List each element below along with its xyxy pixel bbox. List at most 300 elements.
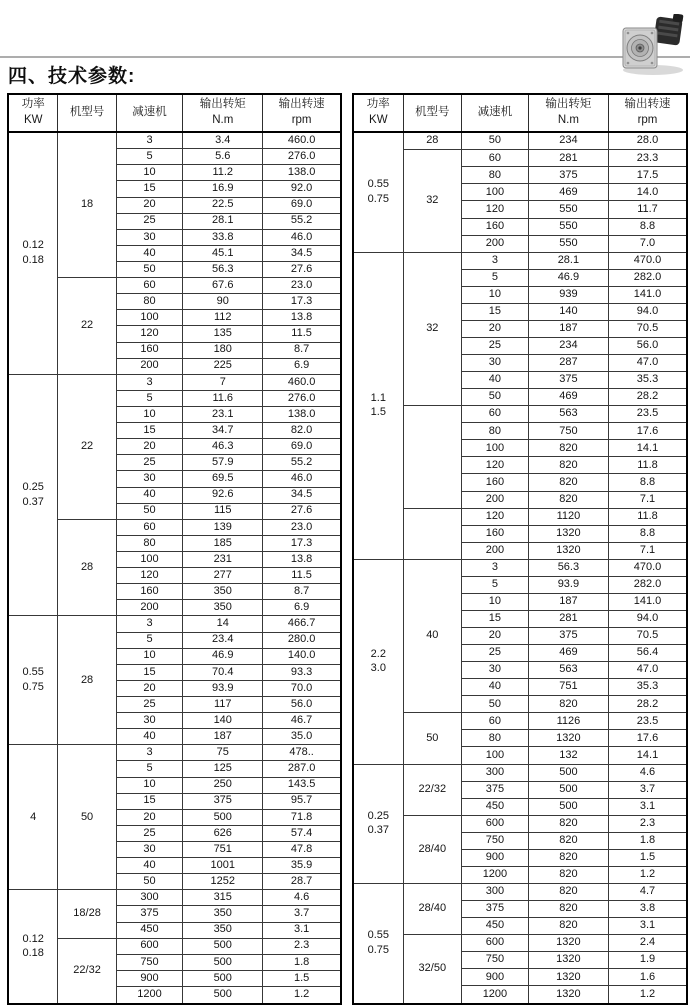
speed-cell: 35.3	[608, 372, 687, 389]
left-parameters-table-container	[7, 93, 342, 1005]
torque-cell: 820	[528, 491, 608, 508]
speed-cell: 17.5	[608, 167, 687, 184]
ratio-cell: 30	[116, 229, 183, 245]
speed-cell: 11.5	[263, 568, 341, 584]
ratio-cell: 375	[462, 901, 529, 918]
model-cell: 22/32	[403, 764, 461, 815]
torque-cell: 187	[528, 593, 608, 610]
speed-cell: 7.1	[608, 491, 687, 508]
torque-cell: 117	[183, 696, 263, 712]
speed-cell: 11.8	[608, 508, 687, 525]
torque-cell: 563	[528, 662, 608, 679]
speed-cell: 17.6	[608, 730, 687, 747]
speed-cell: 28.7	[263, 874, 341, 890]
left-parameters-table	[7, 93, 342, 1005]
torque-cell: 1320	[528, 986, 608, 1004]
speed-cell: 470.0	[608, 252, 687, 269]
ratio-cell: 120	[462, 201, 529, 218]
speed-cell: 3.8	[608, 901, 687, 918]
ratio-cell: 30	[116, 713, 183, 729]
speed-cell: 55.2	[263, 213, 341, 229]
speed-cell: 35.0	[263, 729, 341, 745]
ratio-cell: 20	[462, 320, 529, 337]
torque-cell: 115	[183, 503, 263, 519]
speed-cell: 47.8	[263, 841, 341, 857]
torque-cell: 28.1	[528, 252, 608, 269]
model-cell: 28/40	[403, 815, 461, 883]
torque-cell: 1320	[528, 952, 608, 969]
ratio-cell: 200	[462, 542, 529, 559]
ratio-cell: 40	[462, 679, 529, 696]
torque-cell: 231	[183, 552, 263, 568]
speed-cell: 276.0	[263, 390, 341, 406]
torque-cell: 90	[183, 294, 263, 310]
ratio-cell: 750	[462, 952, 529, 969]
speed-cell: 27.6	[263, 503, 341, 519]
torque-cell: 820	[528, 474, 608, 491]
torque-cell: 67.6	[183, 278, 263, 294]
torque-cell: 820	[528, 901, 608, 918]
power-cell: 0.55 0.75	[353, 132, 403, 252]
speed-cell: 3.7	[263, 906, 341, 922]
ratio-cell: 120	[116, 568, 183, 584]
col-header-torque: 输出转矩 N.m	[183, 94, 263, 132]
ratio-cell: 80	[462, 423, 529, 440]
ratio-cell: 200	[462, 235, 529, 252]
power-cell: 0.25 0.37	[353, 764, 403, 883]
ratio-cell: 10	[116, 407, 183, 423]
torque-cell: 46.9	[183, 648, 263, 664]
power-cell: 0.25 0.37	[8, 374, 58, 616]
torque-cell: 350	[183, 584, 263, 600]
speed-cell: 92.0	[263, 181, 341, 197]
speed-cell: 47.0	[608, 355, 687, 372]
torque-cell: 350	[183, 600, 263, 616]
speed-cell: 2.3	[263, 938, 341, 954]
torque-cell: 820	[528, 457, 608, 474]
ratio-cell: 200	[116, 358, 183, 374]
ratio-cell: 60	[462, 713, 529, 730]
speed-cell: 13.8	[263, 310, 341, 326]
ratio-cell: 1200	[462, 986, 529, 1004]
speed-cell: 93.3	[263, 664, 341, 680]
speed-cell: 282.0	[608, 576, 687, 593]
torque-cell: 14	[183, 616, 263, 632]
col-header-power: 功率 KW	[8, 94, 58, 132]
speed-cell: 8.8	[608, 218, 687, 235]
speed-cell: 1.8	[263, 954, 341, 970]
speed-cell: 56.0	[608, 337, 687, 354]
ratio-cell: 80	[116, 535, 183, 551]
ratio-cell: 25	[462, 645, 529, 662]
ratio-cell: 10	[116, 165, 183, 181]
model-cell: 22/32	[58, 938, 116, 1004]
gear-motor-photo	[615, 14, 687, 78]
torque-cell: 500	[528, 781, 608, 798]
col-header-reducer: 减速机	[462, 94, 529, 132]
ratio-cell: 3	[116, 374, 183, 390]
ratio-cell: 40	[116, 245, 183, 261]
torque-cell: 500	[183, 954, 263, 970]
model-cell	[403, 508, 461, 559]
ratio-cell: 160	[116, 584, 183, 600]
power-cell: 1.1 1.5	[353, 252, 403, 559]
torque-cell: 16.9	[183, 181, 263, 197]
ratio-cell: 300	[462, 883, 529, 900]
torque-cell: 45.1	[183, 245, 263, 261]
speed-cell: 4.6	[263, 890, 341, 906]
torque-cell: 315	[183, 890, 263, 906]
speed-cell: 14.0	[608, 184, 687, 201]
right-parameters-table-container	[352, 93, 688, 1005]
ratio-cell: 160	[462, 218, 529, 235]
motor-body	[653, 14, 683, 46]
torque-cell: 225	[183, 358, 263, 374]
gearbox-body	[623, 28, 657, 68]
torque-cell: 281	[528, 150, 608, 167]
torque-cell: 187	[528, 320, 608, 337]
torque-cell: 1126	[528, 713, 608, 730]
model-cell: 28	[403, 132, 461, 150]
speed-cell: 17.3	[263, 294, 341, 310]
speed-cell: 17.3	[263, 535, 341, 551]
speed-cell: 34.5	[263, 487, 341, 503]
ratio-cell: 5	[462, 269, 529, 286]
model-cell: 50	[58, 745, 116, 890]
ratio-cell: 375	[462, 781, 529, 798]
torque-cell: 469	[528, 389, 608, 406]
speed-cell: 8.8	[608, 525, 687, 542]
torque-cell: 820	[528, 918, 608, 935]
speed-cell: 478..	[263, 745, 341, 761]
speed-cell: 1.2	[608, 866, 687, 883]
speed-cell: 3.1	[608, 798, 687, 815]
torque-cell: 1320	[528, 969, 608, 986]
speed-cell: 6.9	[263, 358, 341, 374]
speed-cell: 94.0	[608, 610, 687, 627]
col-header-reducer: 减速机	[116, 94, 183, 132]
torque-cell: 234	[528, 132, 608, 150]
speed-cell: 23.5	[608, 713, 687, 730]
ratio-cell: 3	[116, 745, 183, 761]
ratio-cell: 40	[116, 729, 183, 745]
torque-cell: 751	[183, 841, 263, 857]
ratio-cell: 15	[116, 664, 183, 680]
ratio-cell: 450	[462, 918, 529, 935]
ratio-cell: 60	[116, 278, 183, 294]
torque-cell: 277	[183, 568, 263, 584]
ratio-cell: 50	[462, 132, 529, 150]
speed-cell: 57.4	[263, 825, 341, 841]
col-header-power: 功率 KW	[353, 94, 403, 132]
ratio-cell: 1200	[462, 866, 529, 883]
horizontal-divider	[0, 56, 690, 58]
ratio-cell: 300	[462, 764, 529, 781]
model-cell: 32	[403, 252, 461, 406]
col-header-model: 机型号	[58, 94, 116, 132]
ratio-cell: 5	[116, 149, 183, 165]
torque-cell: 180	[183, 342, 263, 358]
ratio-cell: 3	[462, 252, 529, 269]
speed-cell: 1.6	[608, 969, 687, 986]
ratio-cell: 160	[462, 474, 529, 491]
speed-cell: 3.1	[608, 918, 687, 935]
torque-cell: 75	[183, 745, 263, 761]
speed-cell: 466.7	[263, 616, 341, 632]
torque-cell: 1320	[528, 935, 608, 952]
ratio-cell: 30	[462, 662, 529, 679]
speed-cell: 1.5	[608, 849, 687, 866]
ratio-cell: 50	[116, 503, 183, 519]
ratio-cell: 750	[116, 954, 183, 970]
speed-cell: 23.3	[608, 150, 687, 167]
ratio-cell: 900	[116, 970, 183, 986]
model-cell: 18/28	[58, 890, 116, 938]
speed-cell: 287.0	[263, 761, 341, 777]
torque-cell: 69.5	[183, 471, 263, 487]
ratio-cell: 100	[462, 184, 529, 201]
torque-cell: 500	[183, 970, 263, 986]
torque-cell: 23.1	[183, 407, 263, 423]
speed-cell: 46.0	[263, 229, 341, 245]
speed-cell: 2.4	[608, 935, 687, 952]
torque-cell: 375	[528, 372, 608, 389]
speed-cell: 280.0	[263, 632, 341, 648]
speed-cell: 47.0	[608, 662, 687, 679]
torque-cell: 92.6	[183, 487, 263, 503]
torque-cell: 375	[183, 793, 263, 809]
speed-cell: 11.7	[608, 201, 687, 218]
speed-cell: 27.6	[263, 262, 341, 278]
speed-cell: 1.8	[608, 832, 687, 849]
power-cell: 0.12 0.18	[8, 890, 58, 1004]
torque-cell: 820	[528, 849, 608, 866]
torque-cell: 1252	[183, 874, 263, 890]
ratio-cell: 10	[462, 286, 529, 303]
torque-cell: 250	[183, 777, 263, 793]
ratio-cell: 25	[116, 455, 183, 471]
speed-cell: 460.0	[263, 132, 341, 149]
torque-cell: 1120	[528, 508, 608, 525]
ratio-cell: 375	[116, 906, 183, 922]
power-cell: 0.12 0.18	[8, 132, 58, 374]
torque-cell: 135	[183, 326, 263, 342]
col-header-speed: 输出转速 rpm	[263, 94, 341, 132]
torque-cell: 1320	[528, 730, 608, 747]
torque-cell: 500	[183, 986, 263, 1004]
speed-cell: 8.7	[263, 584, 341, 600]
model-cell: 28	[58, 616, 116, 745]
ratio-cell: 30	[462, 355, 529, 372]
speed-cell: 23.0	[263, 278, 341, 294]
ratio-cell: 25	[116, 213, 183, 229]
speed-cell: 3.7	[608, 781, 687, 798]
speed-cell: 82.0	[263, 423, 341, 439]
torque-cell: 56.3	[183, 262, 263, 278]
torque-cell: 93.9	[528, 576, 608, 593]
torque-cell: 500	[528, 764, 608, 781]
torque-cell: 185	[183, 535, 263, 551]
torque-cell: 132	[528, 747, 608, 764]
model-cell: 22	[58, 278, 116, 375]
model-cell: 32	[403, 150, 461, 252]
speed-cell: 138.0	[263, 407, 341, 423]
ratio-cell: 600	[462, 935, 529, 952]
model-cell: 28/40	[403, 883, 461, 934]
speed-cell: 70.5	[608, 320, 687, 337]
ratio-cell: 160	[116, 342, 183, 358]
ratio-cell: 60	[116, 519, 183, 535]
ratio-cell: 20	[116, 809, 183, 825]
model-cell	[403, 406, 461, 508]
col-header-model: 机型号	[403, 94, 461, 132]
torque-cell: 22.5	[183, 197, 263, 213]
ratio-cell: 600	[116, 938, 183, 954]
torque-cell: 70.4	[183, 664, 263, 680]
torque-cell: 750	[528, 423, 608, 440]
ratio-cell: 120	[462, 508, 529, 525]
ratio-cell: 900	[462, 849, 529, 866]
speed-cell: 35.9	[263, 858, 341, 874]
ratio-cell: 120	[462, 457, 529, 474]
ratio-cell: 100	[116, 310, 183, 326]
model-cell: 40	[403, 559, 461, 713]
torque-cell: 1320	[528, 542, 608, 559]
torque-cell: 751	[528, 679, 608, 696]
speed-cell: 23.5	[608, 406, 687, 423]
ratio-cell: 5	[116, 390, 183, 406]
torque-cell: 3.4	[183, 132, 263, 149]
torque-cell: 23.4	[183, 632, 263, 648]
speed-cell: 11.8	[608, 457, 687, 474]
ratio-cell: 50	[462, 696, 529, 713]
torque-cell: 112	[183, 310, 263, 326]
torque-cell: 139	[183, 519, 263, 535]
torque-cell: 820	[528, 883, 608, 900]
speed-cell: 70.5	[608, 628, 687, 645]
torque-cell: 500	[183, 809, 263, 825]
ratio-cell: 15	[116, 423, 183, 439]
power-cell: 2.2 3.0	[353, 559, 403, 764]
ratio-cell: 30	[116, 841, 183, 857]
torque-cell: 375	[528, 167, 608, 184]
torque-cell: 46.3	[183, 439, 263, 455]
speed-cell: 143.5	[263, 777, 341, 793]
ratio-cell: 30	[116, 471, 183, 487]
speed-cell: 1.9	[608, 952, 687, 969]
torque-cell: 939	[528, 286, 608, 303]
ratio-cell: 80	[462, 167, 529, 184]
torque-cell: 234	[528, 337, 608, 354]
torque-cell: 469	[528, 645, 608, 662]
speed-cell: 55.2	[263, 455, 341, 471]
speed-cell: 46.0	[263, 471, 341, 487]
torque-cell: 1001	[183, 858, 263, 874]
torque-cell: 5.6	[183, 149, 263, 165]
torque-cell: 287	[528, 355, 608, 372]
speed-cell: 11.5	[263, 326, 341, 342]
speed-cell: 14.1	[608, 440, 687, 457]
speed-cell: 28.2	[608, 696, 687, 713]
ratio-cell: 25	[462, 337, 529, 354]
torque-cell: 125	[183, 761, 263, 777]
speed-cell: 1.2	[263, 986, 341, 1004]
torque-cell: 11.2	[183, 165, 263, 181]
ratio-cell: 120	[116, 326, 183, 342]
speed-cell: 140.0	[263, 648, 341, 664]
ratio-cell: 450	[116, 922, 183, 938]
torque-cell: 57.9	[183, 455, 263, 471]
ratio-cell: 750	[462, 832, 529, 849]
model-cell: 28	[58, 519, 116, 616]
speed-cell: 7.1	[608, 542, 687, 559]
speed-cell: 35.3	[608, 679, 687, 696]
ratio-cell: 15	[116, 181, 183, 197]
ratio-cell: 20	[116, 439, 183, 455]
speed-cell: 138.0	[263, 165, 341, 181]
speed-cell: 460.0	[263, 374, 341, 390]
power-cell: 0.55 0.75	[353, 883, 403, 1004]
torque-cell: 563	[528, 406, 608, 423]
speed-cell: 7.0	[608, 235, 687, 252]
speed-cell: 69.0	[263, 197, 341, 213]
ratio-cell: 10	[462, 593, 529, 610]
torque-cell: 500	[183, 938, 263, 954]
speed-cell: 71.8	[263, 809, 341, 825]
ratio-cell: 600	[462, 815, 529, 832]
power-cell: 0.55 0.75	[8, 616, 58, 745]
right-parameters-table	[352, 93, 688, 1005]
speed-cell: 141.0	[608, 593, 687, 610]
col-header-speed: 输出转速 rpm	[608, 94, 687, 132]
ratio-cell: 50	[462, 389, 529, 406]
ratio-cell: 20	[116, 197, 183, 213]
speed-cell: 70.0	[263, 680, 341, 696]
torque-cell: 34.7	[183, 423, 263, 439]
speed-cell: 13.8	[263, 552, 341, 568]
speed-cell: 28.2	[608, 389, 687, 406]
ratio-cell: 15	[462, 303, 529, 320]
ratio-cell: 3	[462, 559, 529, 576]
ratio-cell: 5	[116, 632, 183, 648]
torque-cell: 187	[183, 729, 263, 745]
ratio-cell: 900	[462, 969, 529, 986]
ratio-cell: 5	[116, 761, 183, 777]
speed-cell: 34.5	[263, 245, 341, 261]
torque-cell: 820	[528, 696, 608, 713]
torque-cell: 820	[528, 832, 608, 849]
torque-cell: 33.8	[183, 229, 263, 245]
speed-cell: 276.0	[263, 149, 341, 165]
speed-cell: 95.7	[263, 793, 341, 809]
torque-cell: 46.9	[528, 269, 608, 286]
ratio-cell: 40	[116, 858, 183, 874]
col-header-torque: 输出转矩 N.m	[528, 94, 608, 132]
speed-cell: 4.6	[608, 764, 687, 781]
torque-cell: 56.3	[528, 559, 608, 576]
speed-cell: 1.2	[608, 986, 687, 1004]
torque-cell: 281	[528, 610, 608, 627]
ratio-cell: 15	[116, 793, 183, 809]
ratio-cell: 40	[116, 487, 183, 503]
ratio-cell: 450	[462, 798, 529, 815]
ratio-cell: 300	[116, 890, 183, 906]
torque-cell: 626	[183, 825, 263, 841]
speed-cell: 8.7	[263, 342, 341, 358]
speed-cell: 23.0	[263, 519, 341, 535]
speed-cell: 17.6	[608, 423, 687, 440]
speed-cell: 28.0	[608, 132, 687, 150]
